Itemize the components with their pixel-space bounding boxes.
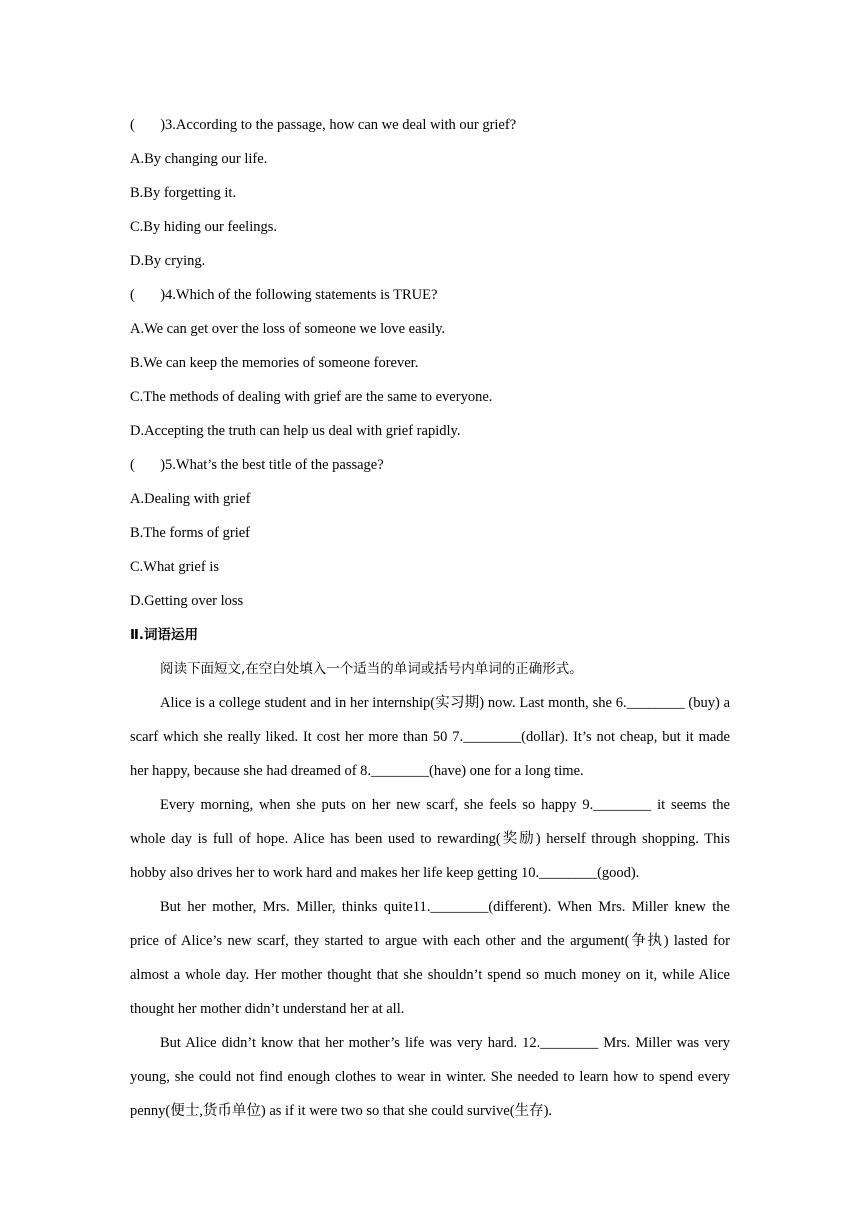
option-b: B.By forgetting it. <box>130 185 237 201</box>
option-d: D.Getting over loss <box>130 593 244 609</box>
section-title: Ⅱ.词语运用 <box>130 627 199 643</box>
question-stem: ( )5.What’s the best title of the passage? <box>130 457 384 473</box>
question-5 <box>130 448 730 618</box>
question-4 <box>130 278 730 448</box>
question-stem: ( )4.Which of the following statements is TRUE? <box>130 287 438 303</box>
option-a: A.We can get over the loss of someone we love easily. <box>130 321 446 337</box>
passage-paragraph-1: Alice is a college student and in her internship(实习期) now. Last month, she 6.________ (buy) a scarf which she really liked. It cost her more than 50 7.________(dollar). It’s not cheap, but it made her happy, because she had dreamed of 8.________(have) one for a long time. <box>130 695 730 779</box>
passage-paragraph-2: Every morning, when she puts on her new scarf, she feels so happy 9.________ it seems the whole day is full of hope. Alice has been used to rewarding(奖励) herself through shopping. This hobby also drives her to work hard and makes her life keep getting 10.________(good). <box>130 797 730 881</box>
option-c: C.By hiding our feelings. <box>130 219 278 235</box>
option-a: A.By changing our life. <box>130 151 268 167</box>
section-word-usage <box>130 618 730 1128</box>
option-b: B.The forms of grief <box>130 525 250 541</box>
option-d: D.Accepting the truth can help us deal with grief rapidly. <box>130 423 461 439</box>
question-3 <box>130 108 730 278</box>
passage-paragraph-3: But her mother, Mrs. Miller, thinks quite11.________(different). When Mrs. Miller knew the price of Alice’s new scarf, they started to argue with each other and the argument(争执) lasted for almost a whole day. Her mother thought that she shouldn’t spend so much money on it, while Alice thought her mother didn’t understand her at all. <box>130 899 730 1017</box>
option-c: C.What grief is <box>130 559 219 575</box>
option-d: D.By crying. <box>130 253 206 269</box>
passage-paragraph-4: But Alice didn’t know that her mother’s life was very hard. 12.________ Mrs. Miller was very young, she could not find enough clothes to wear in winter. She needed to learn how to spend every penny(便士,货币单位) as if it were two so that she could survive(生存). <box>130 1035 730 1119</box>
question-stem: ( )3.According to the passage, how can we deal with our grief? <box>130 117 517 133</box>
section-instruction: 阅读下面短文,在空白处填入一个适当的单词或括号内单词的正确形式。 <box>160 661 583 677</box>
document-page <box>130 108 730 1128</box>
option-a: A.Dealing with grief <box>130 491 251 507</box>
option-c: C.The methods of dealing with grief are the same to everyone. <box>130 389 493 405</box>
option-b: B.We can keep the memories of someone forever. <box>130 355 419 371</box>
